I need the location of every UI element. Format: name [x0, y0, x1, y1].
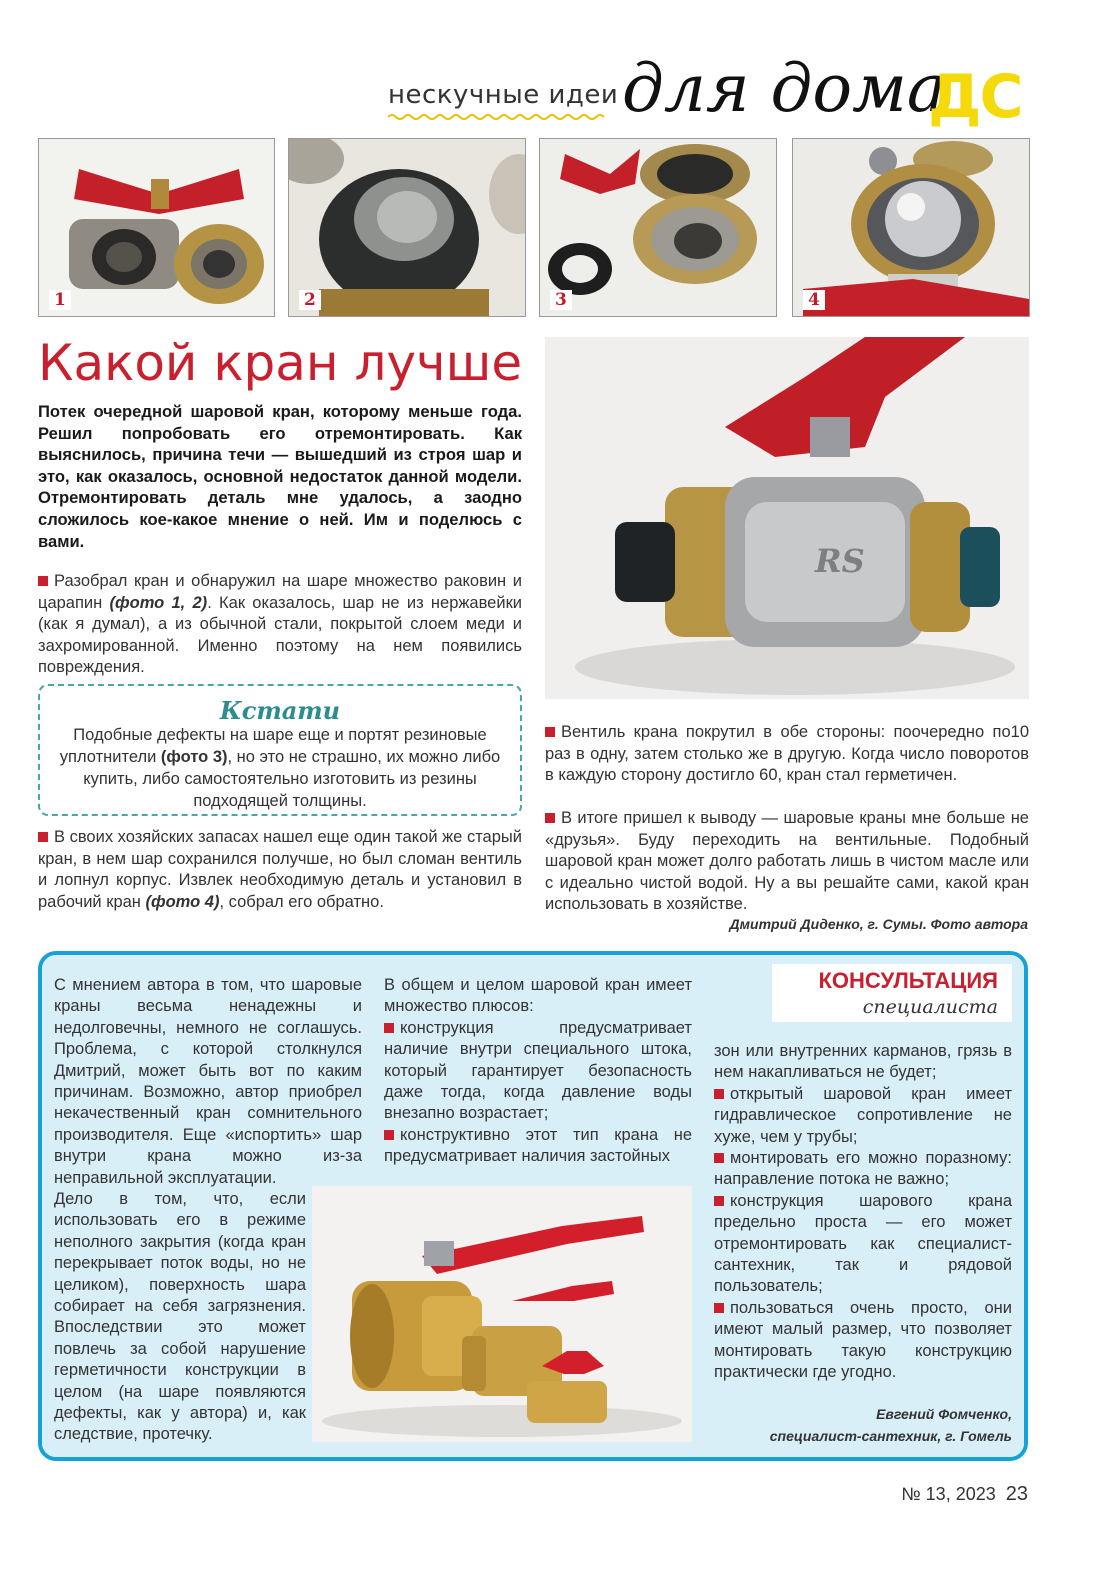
- photo-1: [38, 138, 275, 317]
- page-folio: [901, 1483, 1028, 1506]
- author-signature: Дмитрий Диденко, г. Сумы. Фото автора: [729, 916, 1028, 932]
- seals-photo: [540, 139, 776, 316]
- consult-tag-subtitle: специалиста: [862, 996, 998, 1018]
- photo-number: 1: [49, 290, 71, 310]
- bullet-square-icon: [384, 1130, 394, 1140]
- damaged-ball-photo: [289, 139, 525, 316]
- consult-col3: [714, 1041, 1012, 1384]
- photo-4: [792, 138, 1030, 317]
- issue-number: № 13, 2023: [901, 1484, 996, 1504]
- consult-bullet: пользоваться очень просто, они имеют малый размер, что позволяет монтировать такую конструкцию практически где угодно.: [714, 1298, 1012, 1382]
- consult-intro: В общем и целом шаровой кран имеет множество плюсов:: [384, 976, 692, 1016]
- ball-valve-photo: [545, 337, 1029, 699]
- svg-text:RS: RS: [815, 542, 865, 580]
- consult-tag-title: КОНСУЛЬТАЦИЯ: [818, 968, 998, 993]
- valve-disassembled-photo: [39, 139, 274, 316]
- photo-number: 2: [299, 290, 321, 310]
- bullet-square-icon: [384, 1023, 394, 1033]
- consult-bullet: конструктивно этот тип крана не предусматривает наличия застойных: [384, 1125, 692, 1166]
- bullet-square-icon: [545, 813, 555, 823]
- consult-col2: [384, 975, 692, 1168]
- brass-valves-photo: [312, 1186, 692, 1442]
- consult-bullet: монтировать его можно поразному: направление потока не важно;: [714, 1149, 1012, 1189]
- wavy-underline: [388, 113, 608, 121]
- rubric-label: нескучные идеи: [388, 80, 619, 110]
- bullet-square-icon: [714, 1089, 724, 1099]
- consult-continued: зон или внутренних карманов, грязь в нем накапливаться не будет;: [714, 1042, 1012, 1082]
- article-lead: Потек очередной шаровой кран, которому меньше года. Решил попробовать его отремонтировать. Как выяснилось, причина течи — вышедший из строя шар и это, как оказалось, основной недостаток данной модели. Отремонтировать деталь мне удалось, а заодно сложилось кое-какое мнение о ней. Им и поделюсь с вами.: [38, 402, 522, 551]
- ball-in-body-photo: [793, 139, 1029, 316]
- consult-bullet: конструкция предусматривает наличие внутри специального штока, который гарантирует безопасность даже тогда, когда давление воды внезапно возрастает;: [384, 1018, 692, 1123]
- note-box: [38, 684, 522, 816]
- bullet-square-icon: [38, 576, 48, 586]
- photo-3: [539, 138, 777, 317]
- main-photo: [545, 337, 1029, 699]
- section-title: для дома: [622, 50, 947, 127]
- expert-name: Евгений Фомченко,: [876, 1406, 1012, 1422]
- consult-tag: [772, 964, 1012, 1022]
- photo-2: [288, 138, 526, 317]
- note-text: Подобные дефекты на шаре еще и портят резиновые уплотнители (фото 3), но это не страшно, их можно либо купить, либо самостоятельно изготовить из резины подходящей толщины.: [59, 726, 501, 810]
- bullet-square-icon: [714, 1196, 724, 1206]
- expert-role: специалист-сантехник, г. Гомель: [769, 1428, 1012, 1444]
- page-number: 23: [1005, 1483, 1028, 1505]
- magazine-logo: ДС: [928, 62, 1022, 132]
- bullet-square-icon: [714, 1153, 724, 1163]
- bullet-square-icon: [38, 832, 48, 842]
- bullet-square-icon: [714, 1303, 724, 1313]
- consult-col1-bottom: Дело в том, что, если использовать его в режиме неполного закрытия (когда кран перекрывает поток воды, но не целиком), поверхность шара собирает на себя загрязнения. Впоследствии это может повлечь за собой нарушение герметичности конструкции в целом (на шаре появляются дефекты, как у автора) и, как следствие, протечку.: [54, 1190, 306, 1444]
- photo-number: 4: [803, 290, 825, 310]
- consult-bullet: открытый шаровой кран имеет гидравлическое сопротивление не хуже, чем у трубы;: [714, 1084, 1012, 1146]
- photo-number: 3: [550, 290, 572, 310]
- consult-col1-top: С мнением автора в том, что шаровые краны весьма ненадежны и недолговечны, немного не соглашусь. Проблема, с которой столкнулся Дмитрий, может быть вот по каким причинам. Возможно, автор приобрел некачественный кран сомнительного производителя. Еще «испортить» шар внутри крана можно из-за неправильной эксплуатации.: [54, 976, 362, 1187]
- paragraph-3: Вентиль крана покрутил в обе стороны: поочередно по10 раз в одну, затем столько же в другую. Когда число поворотов в каждую сторону достигло 60, кран стал герметичен.: [545, 723, 1029, 785]
- bullet-square-icon: [545, 727, 555, 737]
- consult-bullet: конструкция шарового крана предельно проста — его может отремонтировать как специалист-сантехник, так и рядовой пользователь;: [714, 1191, 1012, 1296]
- note-title: Кстати: [219, 696, 341, 725]
- brass-valves-image: [312, 1186, 692, 1442]
- paragraph-4: В итоге пришел к выводу — шаровые краны мне больше не «друзья». Буду переходить на вентильные. Подобный шаровой кран может долго работать лишь в чистом масле или с идеально чистой водой. Ну а вы решайте сами, какой кран использовать в хозяйстве.: [545, 809, 1029, 914]
- article-title: Какой кран лучше: [38, 334, 523, 392]
- paragraph-2: В своих хозяйских запасах нашел еще один такой же старый кран, в нем шар сохранился получше, но был сломан вентиль и лопнул корпус. Извлек необходимую деталь и установил в рабочий кран (фото 4), собрал его обратно.: [38, 828, 522, 911]
- paragraph-1: Разобрал кран и обнаружил на шаре множество раковин и царапин (фото 1, 2). Как оказалось, шар не из нержавейки (как я думал), а из обычной стали, покрытой слоем меди и захромированной. Именно поэтому на нем появились повреждения.: [38, 572, 523, 677]
